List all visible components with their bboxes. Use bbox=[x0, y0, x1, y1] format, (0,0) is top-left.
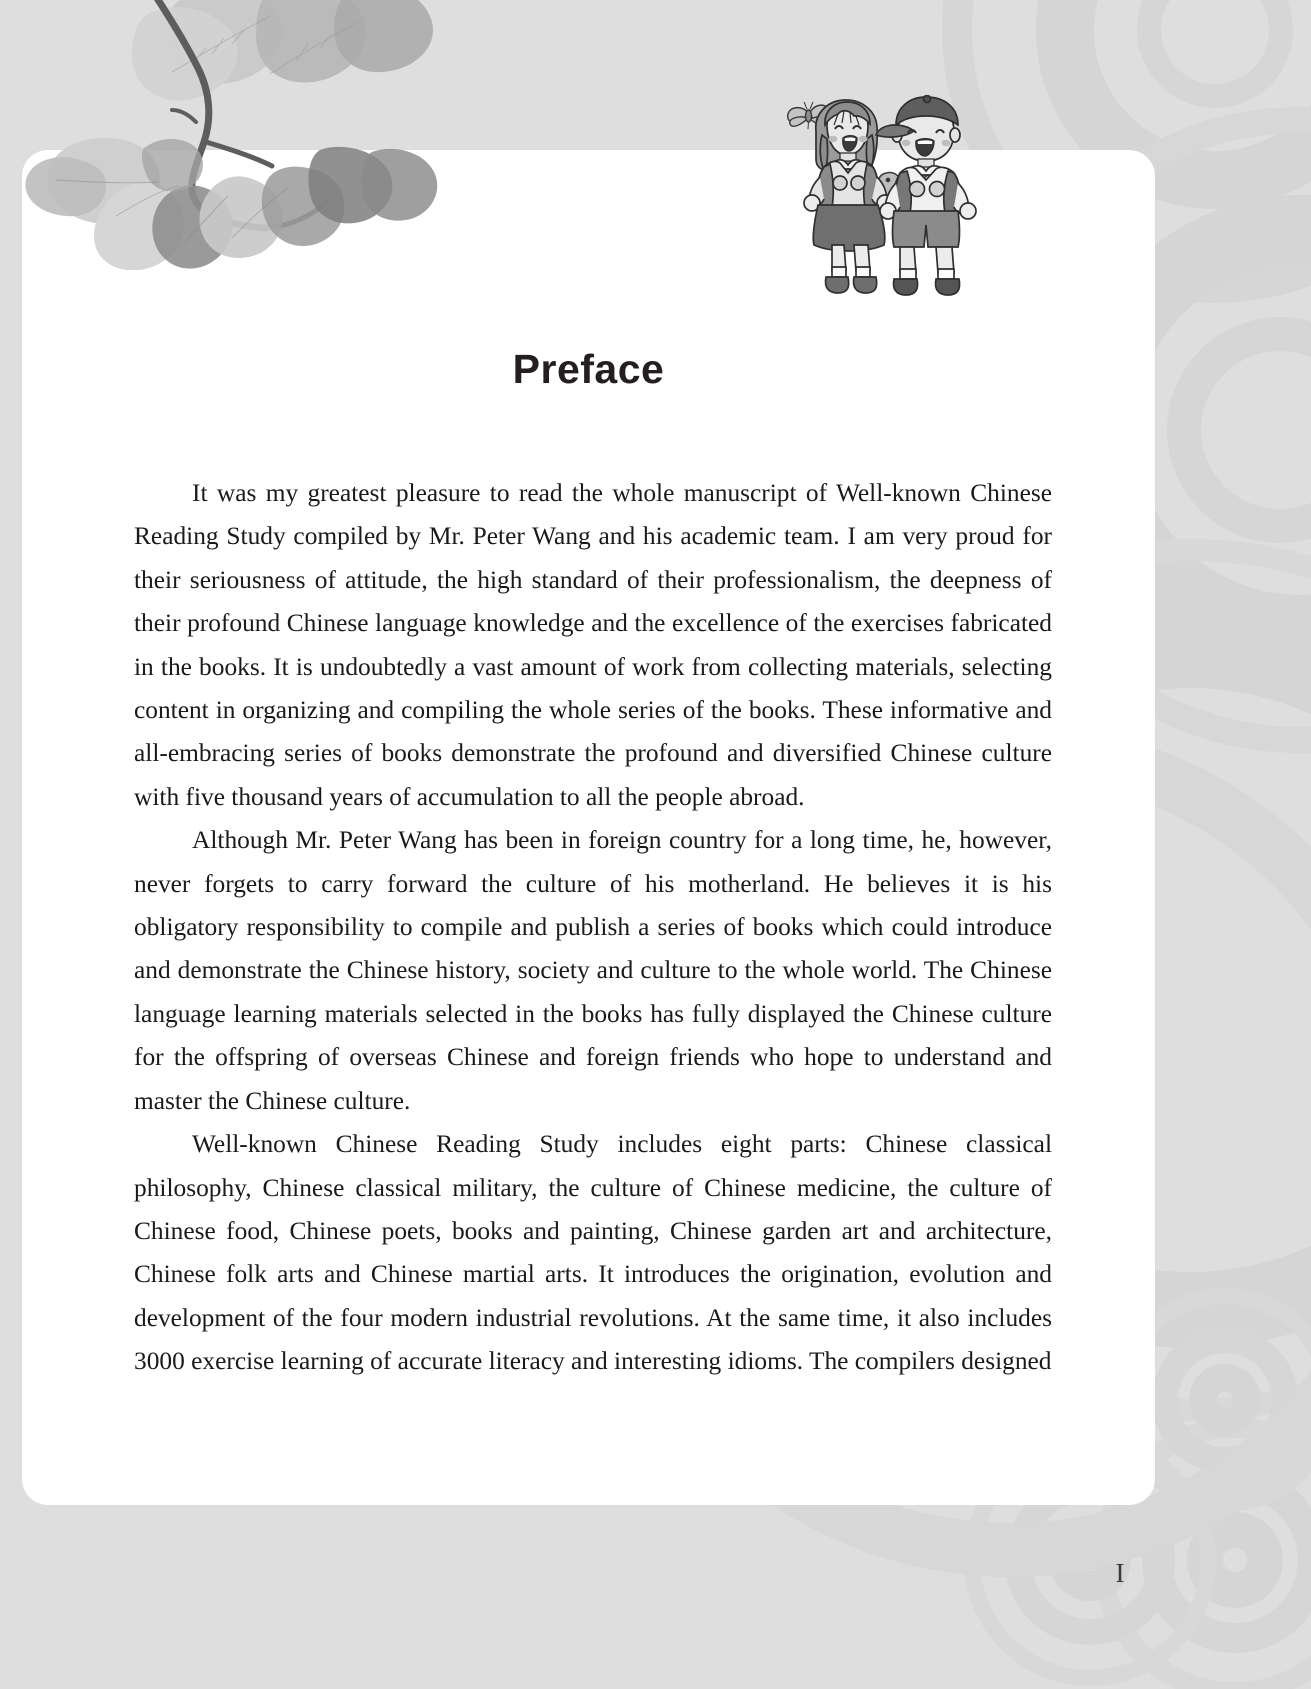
page-number: I bbox=[1115, 1558, 1125, 1588]
paragraph: Well-known Chinese Reading Study includes eight parts: Chinese classical philosophy, Chinese classical military, the culture of Chinese medicine, the culture of Chinese food, Chinese poets, books and painting, Chinese garden art and architecture, Chinese folk arts and Chinese martial arts. It introduces the origination, evolution and development of the four modern industrial revolutions. At the same time, it also includes 3000 exercise learning of accurate literacy and interesting idioms. The compilers designed bbox=[134, 1130, 1052, 1376]
preface-body bbox=[134, 472, 1052, 1384]
page-card bbox=[22, 150, 1155, 1505]
paragraph: Although Mr. Peter Wang has been in foreign country for a long time, he, however, never forgets to carry forward the culture of his motherland. He believes it is his obligatory responsibility to compile and publish a series of books which could introduce and demonstrate the Chinese history, society and culture to the whole world. The Chinese language learning materials selected in the books has fully displayed the Chinese culture for the offspring of overseas Chinese and foreign friends who hope to understand and master the Chinese culture. bbox=[134, 826, 1052, 1115]
page-title: Preface bbox=[512, 346, 665, 392]
butterfly-icon bbox=[788, 102, 830, 129]
paragraph: It was my greatest pleasure to read the whole manuscript of Well-known Chinese Reading Study compiled by Mr. Peter Wang and his academic team. I am very proud for their seriousness of attitude, the high standard of their professionalism, the deepness of their profound Chinese language knowledge and the excellence of the exercises fabricated in the books. It is undoubtedly a vast amount of work from collecting materials, selecting content in organizing and compiling the whole series of the books. These informative and all-embracing series of books demonstrate the profound and diversified Chinese culture with five thousand years of accumulation to all the people abroad. bbox=[134, 479, 1052, 811]
